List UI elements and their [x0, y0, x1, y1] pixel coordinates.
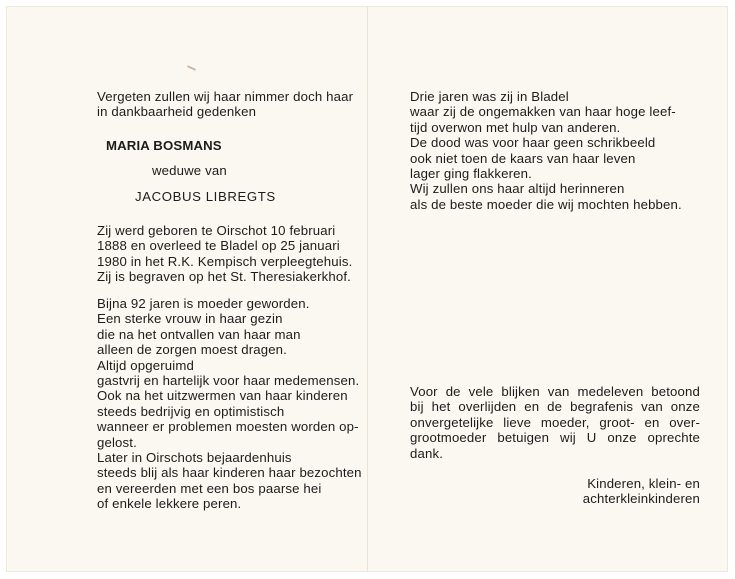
- widow-of-label: weduwe van: [152, 163, 227, 178]
- poem-line: gelost.: [97, 434, 137, 450]
- poem-line: steeds blij als haar kinderen haar bezochten: [97, 465, 362, 481]
- poem-line: gastvrij en hartelijk voor haar medemensen.: [97, 373, 360, 389]
- opening-line: Vergeten zullen wij haar nimmer doch haar: [97, 89, 354, 104]
- poem-line: Altijd opgeruimd: [97, 357, 194, 373]
- poem-line: lager ging flakkeren.: [410, 166, 532, 182]
- poem-line: die na het ontvallen van haar man: [97, 326, 301, 342]
- poem-line: alleen de zorgen moest dragen.: [97, 342, 287, 358]
- opening-text: [97, 89, 352, 120]
- poem-line: als de beste moeder die wij mochten hebben.: [410, 196, 682, 212]
- card-fold: [367, 6, 368, 572]
- poem-line: Een sterke vrouw in haar gezin: [97, 311, 283, 327]
- bio-line: 1980 in het R.K. Kempisch verpleegtehuis.: [97, 253, 353, 269]
- thanks-line: Voor de vele blijken van medeleven betoond: [410, 384, 700, 399]
- signature: [570, 476, 700, 507]
- thanks-text: [410, 384, 700, 461]
- poem-line: Wij zullen ons haar altijd herinneren: [410, 181, 625, 197]
- opening-line: in dankbaarheid gedenken: [97, 104, 257, 120]
- husband-name: JACOBUS LIBREGTS: [135, 189, 276, 204]
- thanks-line: dank.: [410, 445, 444, 461]
- signature-line: Kinderen, klein- en: [587, 476, 700, 491]
- poem-line: Drie jaren was zij in Bladel: [410, 89, 569, 104]
- poem-line: Ook na het uitzwermen van haar kinderen: [97, 388, 348, 404]
- poem-line: steeds bedrijvig en optimistisch: [97, 403, 285, 419]
- poem-right: [410, 89, 700, 212]
- signature-line: achterkleinkinderen: [582, 491, 700, 507]
- poem-line: en vereerden met een bos paarse hei: [97, 480, 322, 496]
- poem-line: tijd overwon met hulp van anderen.: [410, 119, 621, 135]
- poem-line: Later in Oirschots bejaardenhuis: [97, 450, 292, 466]
- thanks-line: grootmoeder betuigen wij U onze oprechte: [410, 430, 700, 446]
- deceased-name: MARIA BOSMANS: [106, 138, 222, 153]
- bio-line: Zij werd geboren te Oirschot 10 februari: [97, 223, 336, 238]
- poem-line: wanneer er problemen moesten worden op-: [97, 419, 359, 435]
- thanks-line: bij het overlijden en de begrafenis van onze: [410, 399, 700, 415]
- thanks-line: onvergetelijke lieve moeder, groot- en over-: [410, 414, 700, 430]
- bio-line: 1888 en overleed te Bladel op 25 januari: [97, 238, 340, 254]
- poem-line: waar zij de ongemakken van haar hoge leef-: [410, 104, 676, 120]
- birth-death-text: [97, 223, 353, 285]
- poem-left: [97, 296, 362, 512]
- poem-line: of enkele lekkere peren.: [97, 496, 242, 512]
- bio-line: Zij is begraven op het St. Theresiakerkhof.: [97, 269, 351, 285]
- poem-line: ook niet toen de kaars van haar leven: [410, 150, 636, 166]
- poem-line: Bijna 92 jaren is moeder geworden.: [97, 296, 310, 311]
- poem-line: De dood was voor haar geen schrikbeeld: [410, 135, 656, 151]
